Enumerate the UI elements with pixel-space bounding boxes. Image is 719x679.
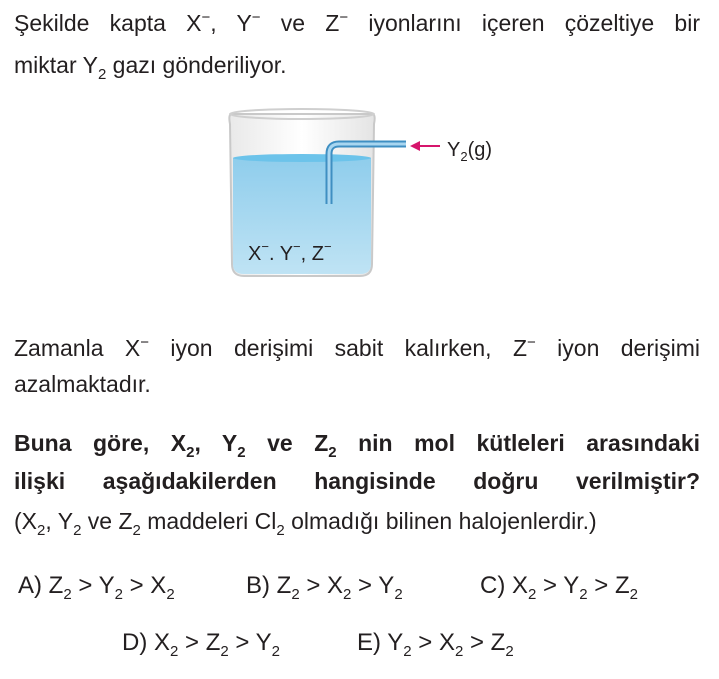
option-b[interactable]: B) $Z_2 > X_2 > Y_2$ <box>246 572 403 603</box>
intro-line-2: miktar $Y_2$ gazı gönderiliyor. <box>14 52 287 83</box>
question-line-2: ilişki aşağıdakilerden hangisinde doğru verilmiştir? <box>14 468 700 494</box>
observation-line-2: azalmaktadır. <box>14 371 151 397</box>
beaker-figure <box>220 104 520 284</box>
question-line-1: Buna göre, $X_2$, $Y_2$ ve $Z_2$ nin mol kütleleri arasındaki <box>14 430 700 461</box>
option-d[interactable]: D) $X_2 > Z_2 > Y_2$ <box>122 629 280 660</box>
gas-label: $Y_2(g)$ <box>447 139 493 164</box>
observation-line-1: Zamanla X− iyon derişimi sabit kalırken, Z− iyon derişimi <box>14 334 700 361</box>
option-a[interactable]: A) $Z_2 > Y_2 > X_2$ <box>18 572 175 603</box>
question-note: ($X_2$, $Y_2$ ve $Z_2$ maddeleri $Cl_2$ olmadığı bilinen halojenlerdir.) <box>14 508 597 539</box>
option-e[interactable]: E) $Y_2 > X_2 > Z_2$ <box>357 629 514 660</box>
gas-arrowhead <box>410 141 420 151</box>
ions-label: X−. Y−, Z− <box>248 239 332 265</box>
intro-line-1: Şekilde kapta X−, Y− ve Z− iyonlarını içeren çözeltiye bir <box>14 9 700 36</box>
option-c[interactable]: C) $X_2 > Y_2 > Z_2$ <box>480 572 638 603</box>
